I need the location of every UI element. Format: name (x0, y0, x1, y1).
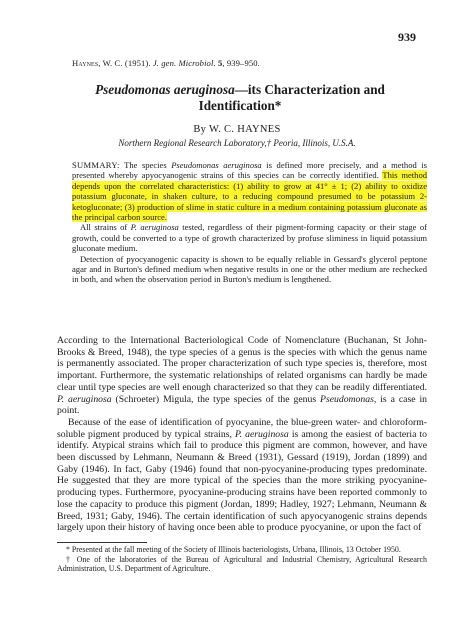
body-p1-a: According to the International Bacteriological Code of Nomenclature (Buchanan, St John-Brooks & Breed, 1948), the type species of a genus is the species with which the genus name is permanently associated. The proper characterization of such type species is, therefore, most important. Furthermore, the systematic relationships of related organisms can hardly be made clear until type species are well enough characterized so that they can be readily differentiated. (57, 335, 427, 393)
body-text (57, 335, 427, 534)
byline: By W. C. HAYNES (193, 124, 281, 135)
summary-paragraph-3: Detection of pyocyanogenic capacity is shown to be equally reliable in Gessard's glycerol peptone agar and in Burton's defined medium when negative results in one or the other medium are rechecked in both, and when the observation period in Burton's medium is lengthened. (72, 253, 427, 285)
summary-section (72, 160, 427, 285)
citation-volume: 5 (215, 58, 223, 68)
body-p1-c: , is a case in point. (57, 393, 427, 417)
body-p1-species: P. aeruginosa (57, 393, 112, 405)
summary-heading: SUMMARY: (72, 160, 120, 170)
summary-p1-b: is defined more precisely, and a method is presented whereby apyocyanogenic strains of this species can be correctly identified. (72, 160, 427, 181)
summary-p2-b: tested, regardless of their pigment-forming capacity or their stage of growth, could be converted to a type of growth characterized by profuse sliminess in liquid potassium gluconate medium. (72, 222, 427, 254)
summary-p1-a: The species (119, 160, 172, 170)
page-number: 939 (398, 30, 416, 44)
body-p2-a: Because of the ease of identification of pyocyanine, the blue-green water- and chloroform-soluble pigment produced by typical strains, (57, 416, 427, 440)
summary-highlighted-text: This method depends upon the correlated characteristics: (1) ability to grow at 41° ± 1; (2) ability to oxidize potassium gluconate, in shaken culture, to a reducing compound presumed to be potassium 2-ketogluconate; (3) production of slime in static culture in a medium containing potassium gluconate as the principal carbon source. (72, 170, 428, 223)
footnote-2: † One of the laboratories of the Bureau of Agricultural and Industrial Chemistry, Agricultural Research Administration, U.S. Department of Agriculture. (57, 554, 427, 574)
title-species: Pseudomonas aeruginosa (95, 82, 235, 97)
title-line2: Identification* (198, 98, 282, 113)
summary-p1-species: Pseudomonas aeruginosa (171, 160, 262, 170)
citation-author: Haynes, W. C. (72, 58, 123, 68)
summary-paragraph-2 (72, 222, 427, 253)
citation-year: (1951). (122, 58, 153, 68)
summary-p2-species: P. aeruginosa (130, 222, 179, 233)
body-paragraph-1 (57, 335, 427, 417)
paper-title (40, 82, 440, 114)
summary-p2-a: All strains of (80, 222, 131, 233)
footnote-divider (57, 542, 147, 543)
summary-paragraph-1 (72, 160, 427, 222)
body-p2-species: P. aeruginosa (234, 428, 289, 440)
body-paragraph-2 (57, 417, 427, 534)
footnotes (57, 545, 427, 574)
citation-line (72, 58, 260, 68)
citation-pages: , 939–950. (222, 58, 260, 68)
footnote-1: * Presented at the fall meeting of the Society of Illinois bacteriologists, Urbana, Illinois, 13 October 1950. (66, 545, 401, 554)
body-p1-b: (Schroeter) Migula, the type species of the genus (111, 393, 321, 405)
affiliation: Northern Regional Research Laboratory,† Peoria, Illinois, U.S.A. (118, 138, 356, 148)
body-p1-genus: Pseudomonas (320, 393, 374, 405)
title-line1-rest: —its Characterization and (234, 82, 385, 97)
body-p2-b: is among the easiest of bacteria to identify. Atypical strains which fail to produce this pigment are common, however, and have been discussed by Lehmann, Neumann & Breed (1931), Gessard (1919), Jordan (1899) and Gaby (1946). In fact, Gaby (1946) found that non-pyocyanine-producing types predominate. He suggested that they are more typical of the species than the more striking pyocyanine-producing types. Furthermore, pyocyanine-producing strains have been reported commonly to lose the capacity to produce this pigment (Jordan, 1899; Hadley, 1927; Lehmann, Neumann & Breed, 1931; Gaby, 1946). The certain identification of such apyocyanogenic strains depends largely upon their history of having once been able to produce pyocyanine, or upon the fact of (57, 428, 427, 534)
citation-journal: J. gen. Microbiol. (152, 58, 216, 68)
